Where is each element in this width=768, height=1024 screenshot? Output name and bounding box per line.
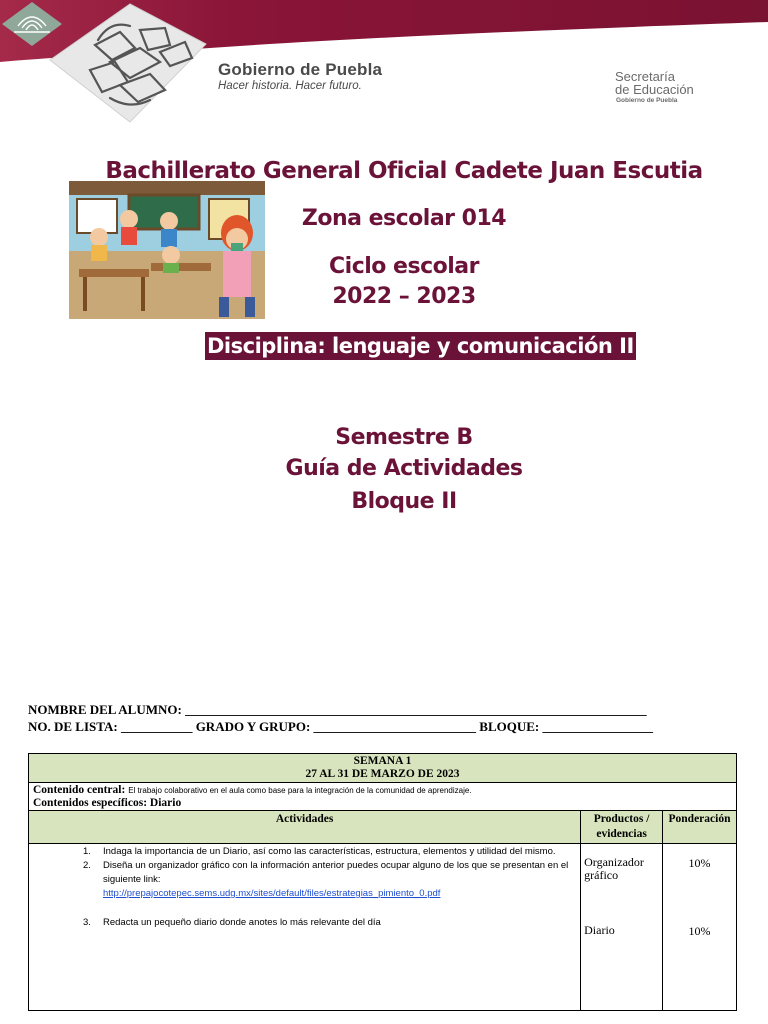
week-dates: 27 AL 31 DE MARZO DE 2023 <box>305 768 460 780</box>
block-title: Bloque II <box>351 489 457 514</box>
secretaria-line1: Secretaría <box>615 69 675 84</box>
activities-row <box>29 844 737 1011</box>
header-banner <box>0 0 768 125</box>
weight-value: 10% <box>688 856 711 870</box>
activity-item <box>29 859 572 901</box>
student-list-line: NO. DE LISTA: ___________ GRADO Y GRUPO: _________________________ BLOQUE: _________________ <box>28 719 653 734</box>
activities-table <box>28 753 737 1011</box>
secretaria-logo-icon <box>0 0 64 48</box>
secretaria-line2: de Educación <box>615 82 694 97</box>
government-slogan: Hacer historia. Hacer futuro. <box>218 80 362 92</box>
central-content-cell <box>29 783 737 811</box>
cycle-label: Ciclo escolar <box>329 254 479 279</box>
activity-number: 1. <box>83 846 91 857</box>
weights-cell <box>663 844 737 1011</box>
school-zone: Zona escolar 014 <box>301 206 507 231</box>
student-name-line: NOMBRE DEL ALUMNO: _______________________________________________________________________ <box>28 702 647 717</box>
secretaria-subtitle: Gobierno de Puebla <box>616 97 678 104</box>
col-activities-header: Actividades <box>29 811 581 844</box>
activity-text: Indaga la importancia de un Diario, así como las características, estructura, elementos y utilidad del mismo. <box>103 846 556 857</box>
activity-item <box>29 845 572 859</box>
activity-text: Redacta un pequeño diario donde anotes lo más relevante del día <box>103 917 381 928</box>
activity-item <box>29 916 572 930</box>
activity-number: 2. <box>83 860 91 871</box>
week-header-cell <box>29 754 737 783</box>
activity-text: Diseña un organizador gráfico con la información anterior puedes ocupar alguno de los que se presentan en el siguiente link: <box>103 860 569 885</box>
cycle-years: 2022 – 2023 <box>332 284 476 309</box>
weight-value: 10% <box>688 924 711 938</box>
col-weight-header: Ponderación <box>663 811 737 844</box>
week-label: SEMANA 1 <box>353 755 412 767</box>
products-cell <box>581 844 663 1011</box>
central-content-row <box>29 783 737 811</box>
column-header-row <box>29 811 737 844</box>
activity-number: 3. <box>83 917 91 928</box>
central-content-label: Contenido central: <box>33 784 126 796</box>
guide-title: Guía de Actividades <box>285 456 523 481</box>
product-item: Organizador gráfico <box>584 855 644 882</box>
col-products-header: Productos / evidencias <box>581 811 663 844</box>
specific-content: Contenidos específicos: Diario <box>33 797 182 809</box>
product-item: Diario <box>584 923 615 937</box>
discipline-banner <box>205 332 636 360</box>
week-header-row <box>29 754 737 783</box>
activities-cell <box>29 844 581 1011</box>
government-name: Gobierno de Puebla <box>218 60 383 79</box>
strategies-link[interactable]: http://prepajocotepec.sems.udg.mx/sites/default/files/estrategias_pimiento_0.pdf <box>103 888 441 899</box>
secretaria-name <box>615 70 694 96</box>
semester-title: Semestre B <box>335 425 473 450</box>
header-background <box>0 0 768 125</box>
discipline-title: Disciplina: lenguaje y comunicación II <box>207 334 634 358</box>
school-name: Bachillerato General Oficial Cadete Juan Escutia <box>105 158 703 184</box>
central-content-text: El trabajo colaborativo en el aula como base para la integración de la comunidad de aprendizaje. <box>128 786 472 795</box>
activities-list <box>29 845 572 930</box>
